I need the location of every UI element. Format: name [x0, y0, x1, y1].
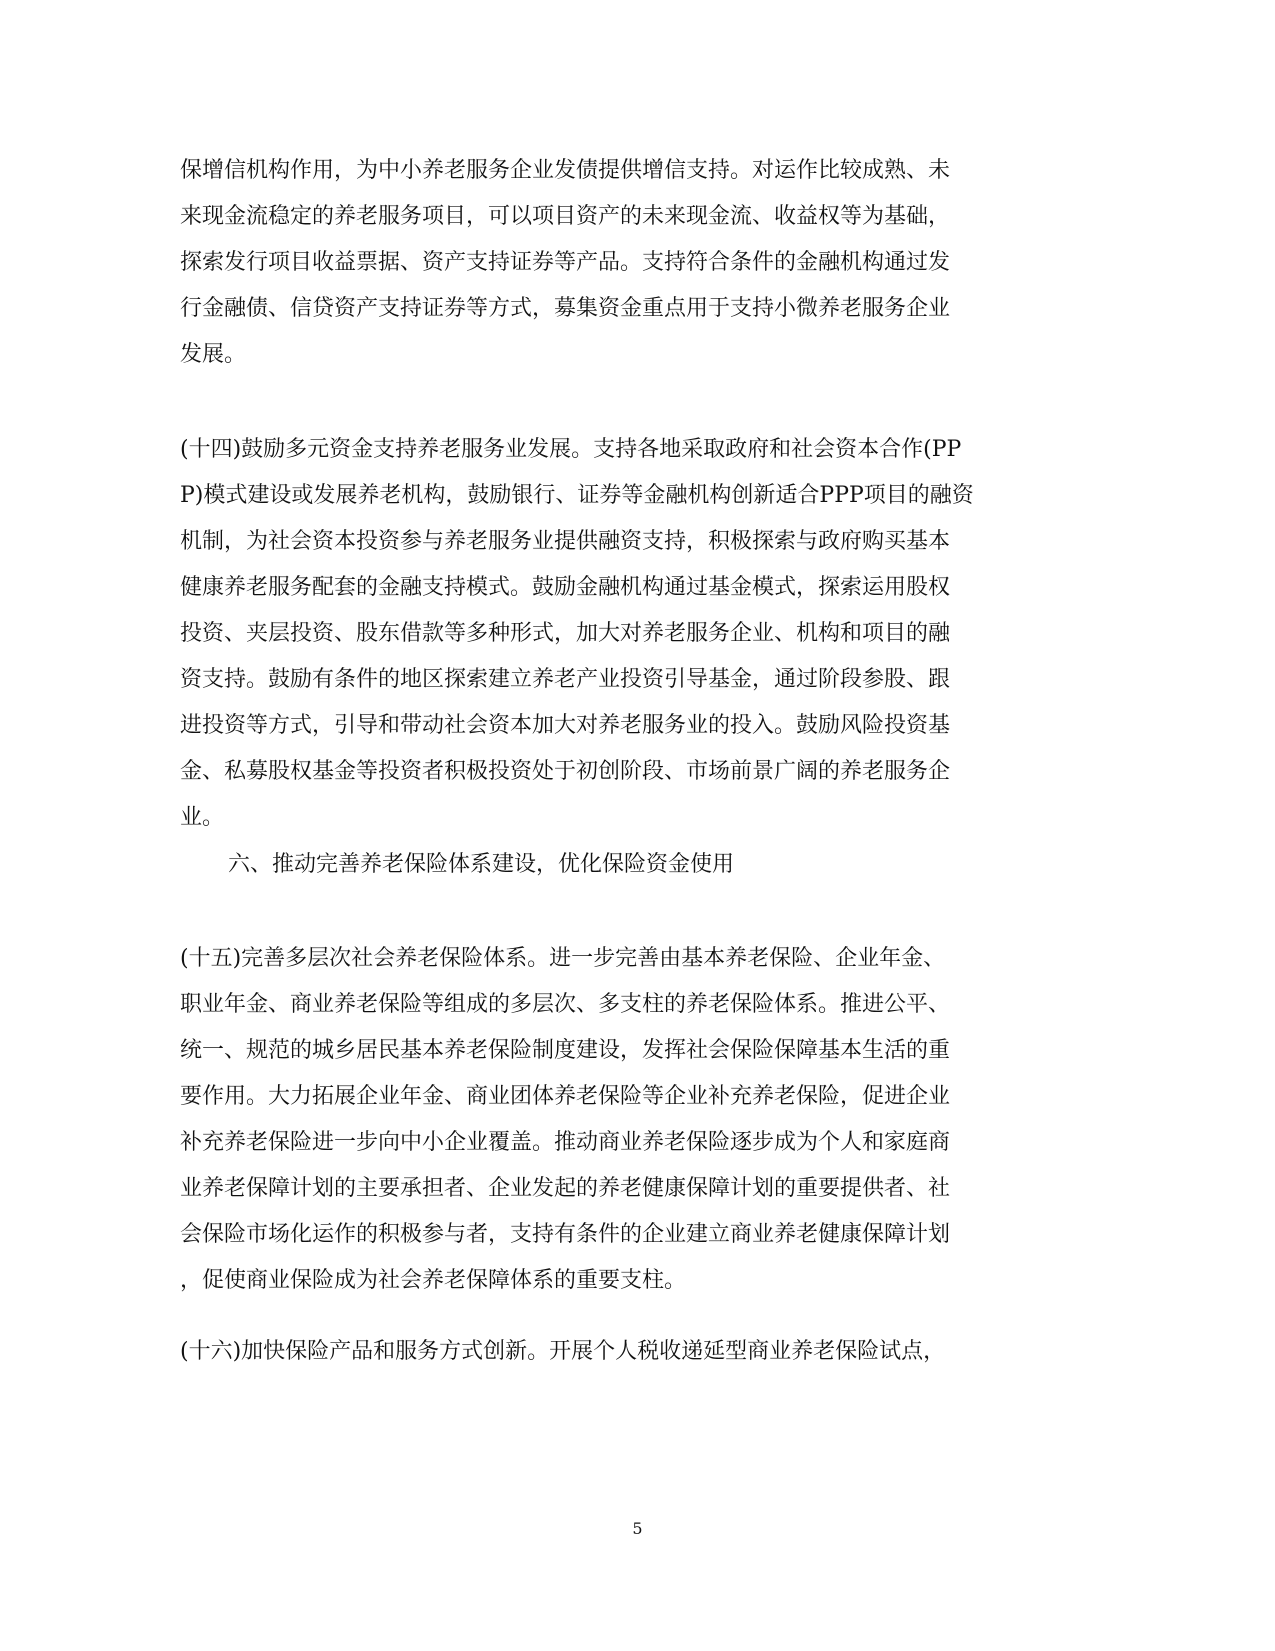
text-line: 统一、规范的城乡居民基本养老保险制度建设，发挥社会保险保障基本生活的重	[180, 1038, 951, 1063]
text-line: 发展。	[180, 342, 247, 367]
text-line: 业。	[180, 805, 225, 830]
paragraph-16	[180, 1329, 1070, 1375]
text-line: (十六)加快保险产品和服务方式创新。开展个人税收递延型商业养老保险试点，	[180, 1339, 946, 1364]
text-line: 金、私募股权基金等投资者积极投资处于初创阶段、市场前景广阔的养老服务企	[180, 759, 951, 784]
text-line: 要作用。大力拓展企业年金、商业团体养老保险等企业补充养老保险，促进企业	[180, 1084, 951, 1109]
text-line: ，促使商业保险成为社会养老保障体系的重要支柱。	[180, 1268, 687, 1293]
page-number: 5	[632, 1519, 643, 1538]
text-line: 探索发行项目收益票据、资产支持证券等产品。支持符合条件的金融机构通过发	[180, 250, 951, 275]
paragraph-13-continued	[180, 148, 1070, 378]
text-line: 机制，为社会资本投资参与养老服务业提供融资支持，积极探索与政府购买基本	[180, 529, 951, 554]
text-line: 进投资等方式，引导和带动社会资本加大对养老服务业的投入。鼓励风险投资基	[180, 713, 951, 738]
text-line: 职业年金、商业养老保险等组成的多层次、多支柱的养老保险体系。推进公平、	[180, 992, 951, 1017]
paragraph-14	[180, 427, 1070, 841]
text-line: P)模式建设或发展养老机构，鼓励银行、证券等金融机构创新适合PPP项目的融资	[180, 483, 974, 508]
text-line: 资支持。鼓励有条件的地区探索建立养老产业投资引导基金，通过阶段参股、跟	[180, 667, 951, 692]
section-6-heading: 六、推动完善养老保险体系建设，优化保险资金使用	[228, 852, 735, 877]
text-line: 业养老保障计划的主要承担者、企业发起的养老健康保障计划的重要提供者、社	[180, 1176, 951, 1201]
paragraph-15	[180, 936, 1070, 1304]
text-line: 补充养老保险进一步向中小企业覆盖。推动商业养老保险逐步成为个人和家庭商	[180, 1130, 951, 1155]
text-line: (十四)鼓励多元资金支持养老服务业发展。支持各地采取政府和社会资本合作(PP	[180, 437, 962, 462]
text-line: 投资、夹层投资、股东借款等多种形式，加大对养老服务企业、机构和项目的融	[180, 621, 951, 646]
text-line: 健康养老服务配套的金融支持模式。鼓励金融机构通过基金模式，探索运用股权	[180, 575, 951, 600]
text-line: 保增信机构作用，为中小养老服务企业发债提供增信支持。对运作比较成熟、未	[180, 158, 951, 183]
text-line: 来现金流稳定的养老服务项目，可以项目资产的未来现金流、收益权等为基础，	[180, 204, 951, 229]
text-line: (十五)完善多层次社会养老保险体系。进一步完善由基本养老保险、企业年金、	[180, 946, 946, 971]
text-line: 行金融债、信贷资产支持证券等方式，募集资金重点用于支持小微养老服务企业	[180, 296, 951, 321]
text-line: 会保险市场化运作的积极参与者，支持有条件的企业建立商业养老健康保障计划	[180, 1222, 951, 1247]
